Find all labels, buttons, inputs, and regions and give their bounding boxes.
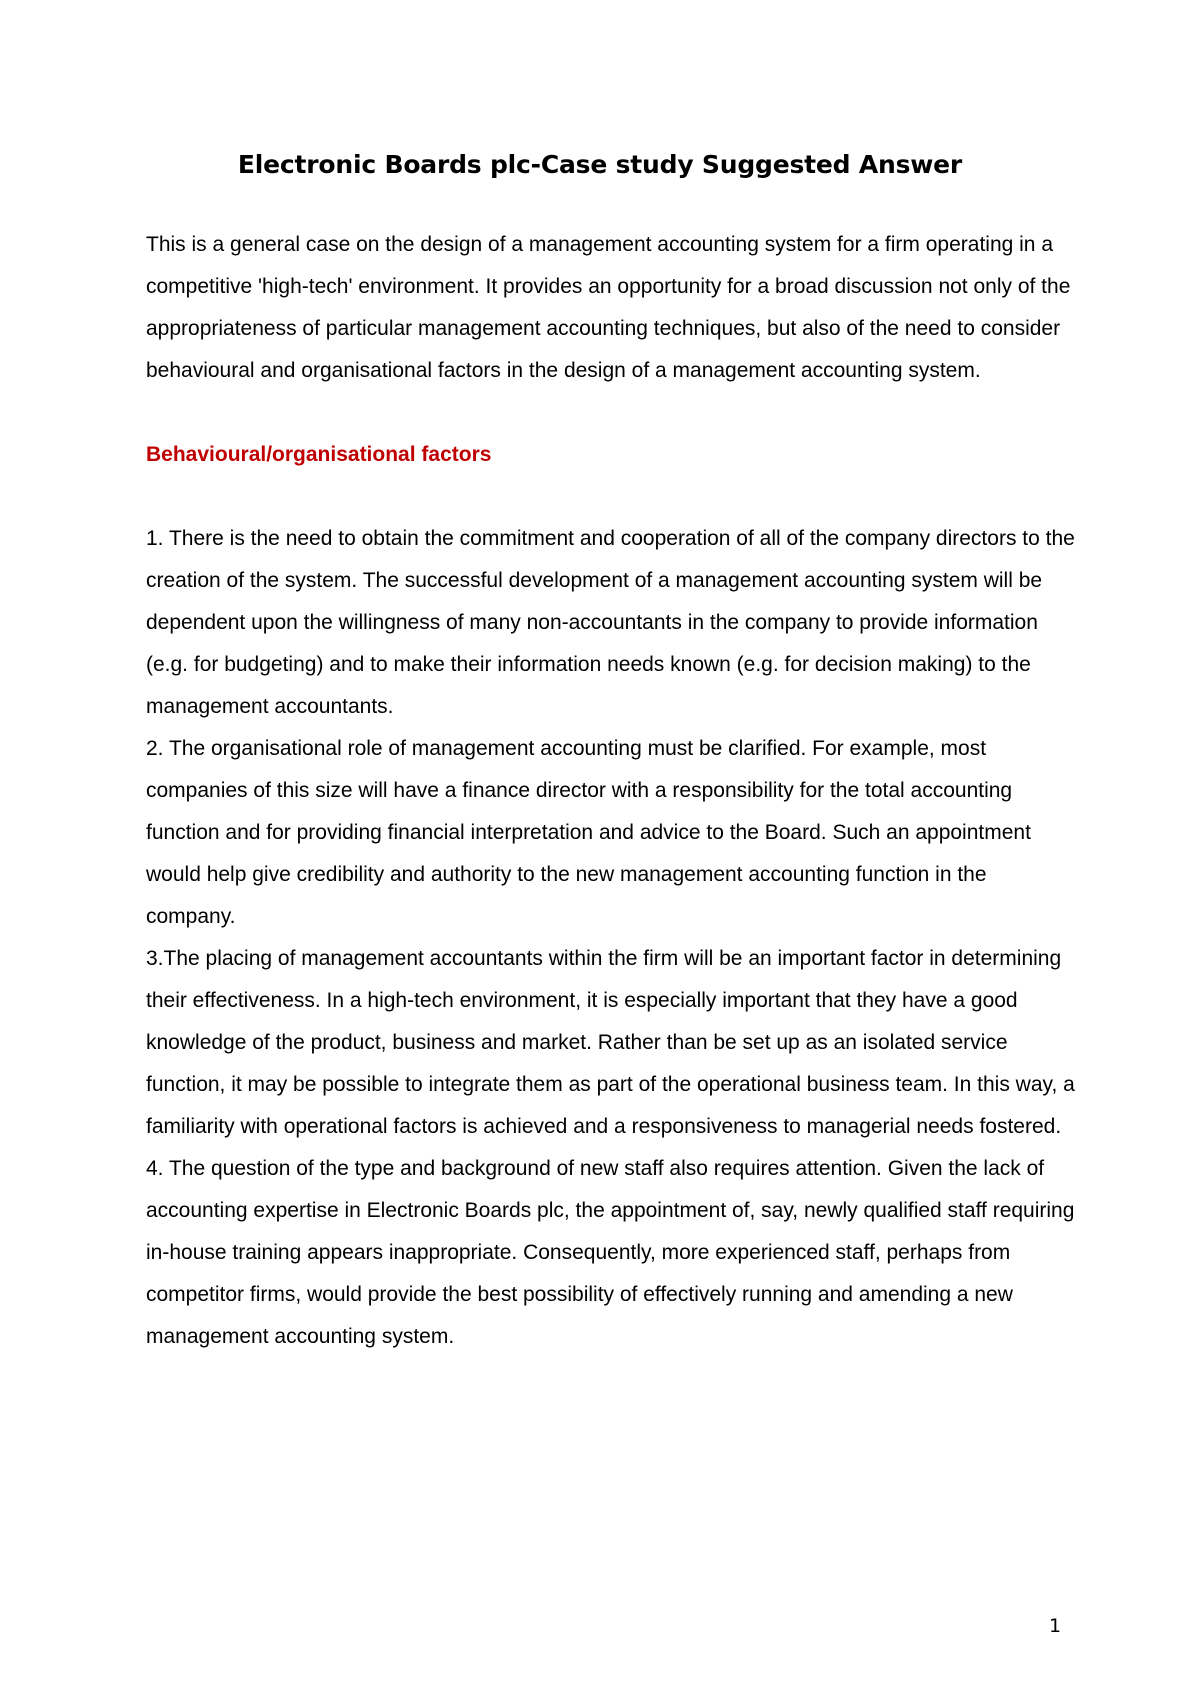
document-title: Electronic Boards plc-Case study Suggested Answer <box>237 150 963 179</box>
section-heading: Behavioural/organisational factors <box>146 443 492 466</box>
point-2: 2. The organisational role of management accounting must be clarified. For example, most companies of this size will have a finance director with a responsibility for the total accounting function and for providing financial interpretation and advice to the Board. Such an appointment would help give credibility and authority to the new management accounting function in the company. <box>146 737 1031 928</box>
spacer <box>146 476 1076 518</box>
point-4: 4. The question of the type and background of new staff also requires attention. Given the lack of accounting expertise in Electronic Boards plc, the appointment of, say, newly qualified staff requiring in-house training appears inappropriate. Consequently, more experienced staff, perhaps from competitor firms, would provide the best possibility of effectively running and amending a new management accounting system. <box>146 1157 1075 1348</box>
intro-paragraph: This is a general case on the design of a management accounting system for a firm operating in a competitive 'high-tech' environment. It provides an opportunity for a broad discussion not only of the appropriateness of particular management accounting techniques, but also of the need to consider behavioural and organisational factors in the design of a management accounting system. <box>146 233 1071 382</box>
point-3: 3.The placing of management accountants within the firm will be an important factor in determining their effectiveness. In a high-tech environment, it is especially important that they have a good knowledge of the product, business and market. Rather than be set up as an isolated service function, it may be possible to integrate them as part of the operational business team. In this way, a familiarity with operational factors is achieved and a responsiveness to managerial needs fostered. <box>146 947 1075 1138</box>
point-1: 1. There is the need to obtain the commitment and cooperation of all of the company directors to the creation of the system. The successful development of a management accounting system will be dependent upon the willingness of many non-accountants in the company to provide information (e.g. for budgeting) and to make their information needs known (e.g. for decision making) to the management accountants. <box>146 527 1075 718</box>
document-body <box>146 224 1076 1358</box>
page-number: 1 <box>1048 1615 1062 1637</box>
